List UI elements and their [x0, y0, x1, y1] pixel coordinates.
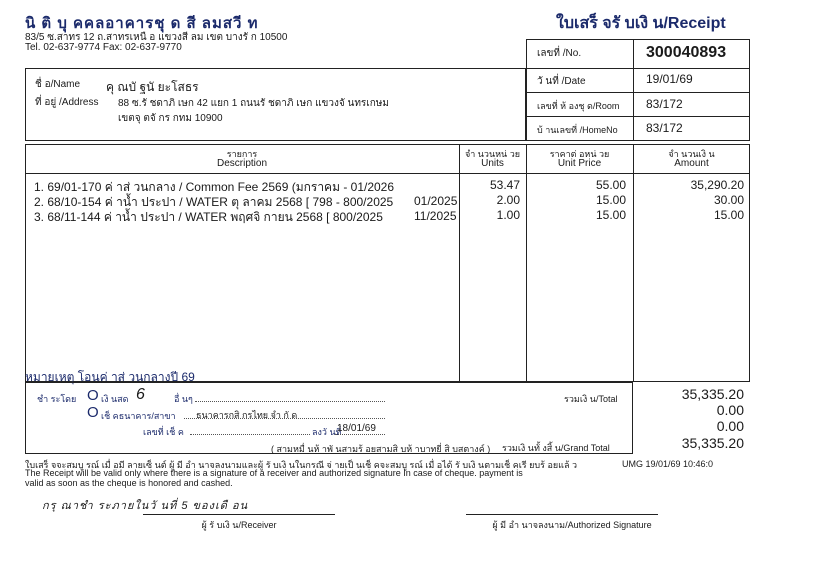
receipt-date-label: วั นที่ /Date [537, 76, 586, 87]
row-units: 2.00 [496, 193, 520, 207]
customer-name-label: ชื่ อ/Name [35, 79, 81, 90]
grand-total-label: รวมเงิ นทั้ งสิ้ น/Grand Total [502, 443, 610, 453]
payment-by-label: ชำ ระโดย [37, 394, 77, 404]
footer-note-en-2: valid as soon as the cheque is honored and cashed. [25, 478, 233, 488]
bank-value: ธนาคารกสิ กรไทย จำ กั ด [196, 410, 298, 420]
customer-address-line1: 88 ซ.รั ชดาภิ เษก 42 แยก 1 ถนนรั ชดาภิ เษก แขวงจั นทรเกษม [118, 98, 389, 109]
row-description: 2. 68/10-154 ค่ าน้ำ ประปา / WATER ตุ ลาคม 2568 [ 798 - 800/2025 [34, 195, 394, 209]
other-label: อื่ นๆ [174, 394, 193, 404]
user-stamp: UMG 19/01/69 10:46:0 [622, 459, 714, 469]
col-desc-en: Description [216, 158, 268, 169]
cash-radio: O [87, 387, 99, 404]
customer-name-value: คุ ณบั ฐนั ยะโสธร [106, 80, 199, 94]
col-amount-th: จำ นวนเงิ น [668, 149, 715, 159]
check-date-value: 18/01/69 [337, 423, 376, 434]
home-no-value: 83/172 [646, 121, 683, 135]
company-address: 83/5 ซ.สาทร 12 ถ.สาทรเหนื อ แขวงสี ลม เขต บางรั ก 10500 [25, 32, 288, 43]
payment-due-note: กรุ ณาชำ ระภายในวั นที่ 5 ของเดื อน [42, 500, 249, 512]
row-description: 3. 68/11-144 ค่ าน้ำ ประปา / WATER พฤศจิ กายน 2568 [ 800/2025 [34, 210, 383, 224]
authorized-signature-line [466, 514, 658, 515]
receipt-date-value: 19/01/69 [646, 72, 693, 86]
grand-total-value: 35,335.20 [681, 435, 744, 451]
col-units-en: Units [481, 158, 504, 169]
footer-note-thai: ใบเสร็ จจะสมบู รณ์ เมื่ อมี ลายเซ็ นต์ ผู้ มี อำ นาจลงนามและผู้ รั บเงิ นในกรณี จ่ ายเป็ นเช็ คจะสมบู รณ์ เมื่ อได้ รั บเงิ นตามเช็ คเรี ยบร้ อยแล้ ว [25, 460, 578, 470]
customer-address-line2: เขตจุ ตจั กร กทม 10900 [118, 113, 223, 124]
row-units: 1.00 [496, 208, 520, 222]
row-amount: 15.00 [713, 208, 744, 222]
row-unit-price: 15.00 [595, 208, 626, 222]
company-phone: Tel. 02-637-9774 Fax: 02-637-9770 [25, 42, 182, 53]
document-title: ใบเสร็ จรั บเงิ น/Receipt [556, 15, 726, 32]
customer-address-label: ที่ อยู่ /Address [35, 97, 99, 108]
subtotal-line2: 0.00 [716, 402, 744, 418]
col-price-en: Unit Price [557, 158, 602, 169]
check-no-label: เลขที่ เช็ ค [143, 427, 184, 437]
subtotal-line3: 0.00 [716, 418, 744, 434]
receiver-signature-line [143, 514, 335, 515]
total-label: รวมเงิ น/Total [564, 394, 618, 404]
check-date-label: ลงวั นที่ [312, 427, 342, 437]
check-radio: O [87, 404, 99, 421]
row3-overlay-text: 11/2025 [414, 209, 457, 223]
row-units: 53.47 [489, 178, 520, 192]
receipt-no-value: 300040893 [646, 44, 727, 61]
row-unit-price: 55.00 [595, 178, 626, 192]
check-bank-label: เช็ คธนาคาร/สาขา [101, 411, 176, 421]
remark: หมายเหตุ โอนค่ าส่ วนกลางปี 69 [25, 370, 195, 384]
row2-overlay-text: 01/2025 [414, 194, 458, 208]
room-value: 83/172 [646, 97, 683, 111]
cash-label: เงิ นสด [101, 394, 129, 404]
col-amount-en: Amount [674, 158, 709, 169]
col-desc-th: รายการ [226, 149, 258, 159]
cash-check-icon: 6 [136, 386, 145, 403]
room-label: เลขที่ ห้ องชุ ด/Room [537, 101, 620, 111]
col-units-th: จำ นวนหน่ วย [464, 149, 521, 159]
total-value: 35,335.20 [681, 386, 744, 402]
receiver-label: ผู้ รั บเงิ น/Receiver [201, 520, 277, 530]
amount-in-words: ( สามหมื่ นห้ าพั นสามร้ อยสามสิ บห้ าบาทยี่ สิ บสตางค์ ) [271, 444, 491, 454]
row-amount: 30.00 [713, 193, 744, 207]
footer-note-en-1: The Receipt will be valid only where there is a signature of a receiver and authorized signature In case of cheque. payment is [25, 468, 523, 478]
authorized-label: ผู้ มี อำ นาจลงนาม/Authorized Signature [492, 520, 652, 530]
home-no-label: บ้ านเลขที่ /HomeNo [537, 125, 618, 135]
row-amount: 35,290.20 [690, 178, 744, 192]
row-description: 1. 69/01-170 ค่ าส่ วนกลาง / Common Fee 2569 (มกราคม - 01/2026 [34, 180, 395, 194]
row-unit-price: 15.00 [595, 193, 626, 207]
col-price-th: ราคาต่ อหน่ วย [549, 149, 610, 159]
company-name: นิ ติ บุ คคลอาคารชุ ด สี ลมสวี ท [25, 15, 259, 32]
receipt-no-label: เลขที่ /No. [537, 48, 582, 59]
